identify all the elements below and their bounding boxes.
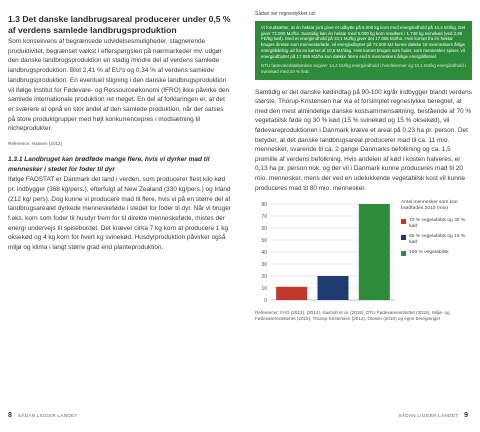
bar-2 [318, 276, 349, 300]
body-paragraph-2: Ifølge FAOSTAT er Danmark det land i verden, som producerer flest kilo kød pr. indbygger (368 kg/pers.), efterfulgt af New Zealand (330 kg/pers.) og Irland (212 kg/ pers). Dog kunne vi producere mad til flere, hvis vi på en større del af landbrugsarealet dyrkede menneskeføde i stedet for foder til dyr. Når vi bruger f.eks. korn som foder til husdyr frem for til direkte menneskeføde, mistes der energi undervejs til spisebordet. Det kræver cirka 7 kg korn at producere 1 kg oksekød og 4 kg korn for hvert kg svinekød. Husdyrproduktion påvirker også miljø og klima i langt større grad end planteproduktion. [8, 176, 231, 252]
section-title: 1.3 Det danske landbrugsareal producerer under 0,5 % af verdens samlede landbrugsproduktion [8, 14, 231, 35]
chart-legend [401, 200, 472, 259]
legend-item [401, 234, 472, 246]
calculation-note: DTU fødevaredatabanken angiver 14,4 MJ/kg energiindhold i hvedekerner og 10,1 MJ/kg energiindhold i svinekød med 20 % fedt. [261, 63, 466, 74]
legend-title: Antal mennesker som kan brødfødes 2010 (mio) [401, 200, 458, 212]
y-tick-label: 40 [261, 249, 267, 256]
footer-left [8, 412, 77, 419]
right-page [255, 10, 472, 323]
legend-item [401, 218, 472, 230]
box-caption: Sådan ser regnestykket ud: [255, 11, 316, 17]
y-tick-label: 80 [261, 201, 267, 208]
subsection-title: 1.3.1 Landbruget kan brødføde mange flere, hvis vi dyrker mad til mennesker i stedet for foder til dyr [8, 156, 210, 173]
y-tick-label: 50 [261, 237, 267, 244]
reference: Reference: Hansen (2012) [8, 141, 63, 147]
y-tick-label: 70 [261, 213, 267, 220]
legend-label: 70 % vegetabilsk og 30 % kød [409, 217, 466, 229]
y-tick-label: 20 [261, 273, 267, 280]
legend-label: 100 % vegetabilsk [409, 249, 449, 255]
calculation-box [255, 21, 472, 80]
legend-swatch-red [401, 219, 406, 224]
legend-label: 85 % vegetabilsk og 15 % kød [409, 233, 466, 245]
y-tick-label: 0 [264, 297, 267, 304]
y-tick-label: 10 [261, 285, 267, 292]
page-number: 8 [8, 412, 12, 419]
bar-chart-plot [255, 200, 401, 308]
body-paragraph-3: Samtidig er det danske kødindtag på 90-100 kg/år indbygger blandt verdens største. Thorup-Kristensen har via et forsimplet regnestykke beregnet, at med den mest almindelige danske kostsammensætning, bestående af 70 % vegetabilsk føde og 30 % kød (15 % svinekød og 15 % oksekød), vil fødevareproduktionen i Danmark kræve et areal på 0,23 ha pr. person. Det betyder, at det danske landbrugsareal producerer mad til ca. 11 mio. mennesker, svarende til ca. 2 gange Danmarks befolkning og ca. 1,5 promille af verdens befolkning. Hvis andelen af kød i kosten halveres, er 0,13 ha pr. person nok, og der vil i Danmark kunne produceres mad til 20 mio. mennesker, mens der ved en udelukkende vegetabilsk kost vil kunne produceres mad til 80 mio. mennesker. [255, 88, 472, 192]
footer-right [399, 412, 468, 419]
y-tick-label: 60 [261, 225, 267, 232]
page-number: 9 [464, 412, 468, 419]
legend-item [401, 250, 472, 256]
bar-3 [359, 204, 390, 300]
calculation-text: Vi forudsætter, at én hektar jord giver et udbytte på 5.000 kg korn med energiindhold på 14,4 MJ/kg. Det giver 72.000 MJ/ha. Samtidig kan én hektar med 5.000 kg korn resultere i 1.748 kg svinekød (ved 2,86 FE/kg kød). Med et energiindhold på 10,1 MJ/kg giver det 17.655 MJ/ha. Hvis kornet fra én hektar bruges direkte som menneskeføde, vil energiudbyttet på 72.000 MJ kunne dække 19 menneskers årlige energitildeling ud fra en kørsel af 10,5 MJ/dag. Hvis kornet bruges som foder, som mennesker spiser, vil energiudbyttet på 17.655 MJ/ha kun dække færre end 5 menneskers årlige energitilførsel. [261, 25, 466, 59]
left-page [8, 14, 231, 253]
running-footer: SÅDAN LIGGER LANDET [17, 413, 78, 418]
legend-swatch-green [401, 251, 406, 256]
running-footer: SÅDAN LIGGER LANDET [398, 413, 459, 418]
bar-1 [276, 287, 307, 300]
chart-reference: Referencer: FAO (2013), (2014), Saxholt et al. (2015), DTU Fødevareinstituttet (2015), Miljø- og Fødevareministeriet (2015), Thorup-Kristensen (2012), Olesen (2010) og egne beregninger [255, 310, 450, 322]
body-paragraph-1: Som konsekvens af begrænsede udvidelsesmuligheder, stagnerende produktivitet, begrænset vækst i efterspørgslen på nærmarkeder mv. udgør den danske landbrugsproduktion en stadig mindre del af verdens samlede landbrugsproduktion. Blot 2,41 % af EU's og 0,34 % af verdens samlede landbrugsproduktion. En eventuel stigning i den danske landbrugsproduktion vil ifølge Institut for Fødevare- og Ressourceøkonomi (IFRO) ikke påvirke den samlede internationale produktion ret meget. En del af forklaringen er, at det er sværere at opnå en stor andel af den samlede produktion, når der satses på store produktgrupper med højt konkurrencepres i modsætning til nicheprodukter. [8, 38, 230, 133]
bar-chart [255, 200, 472, 308]
legend-swatch-blue [401, 235, 406, 240]
y-tick-label: 30 [261, 261, 267, 268]
